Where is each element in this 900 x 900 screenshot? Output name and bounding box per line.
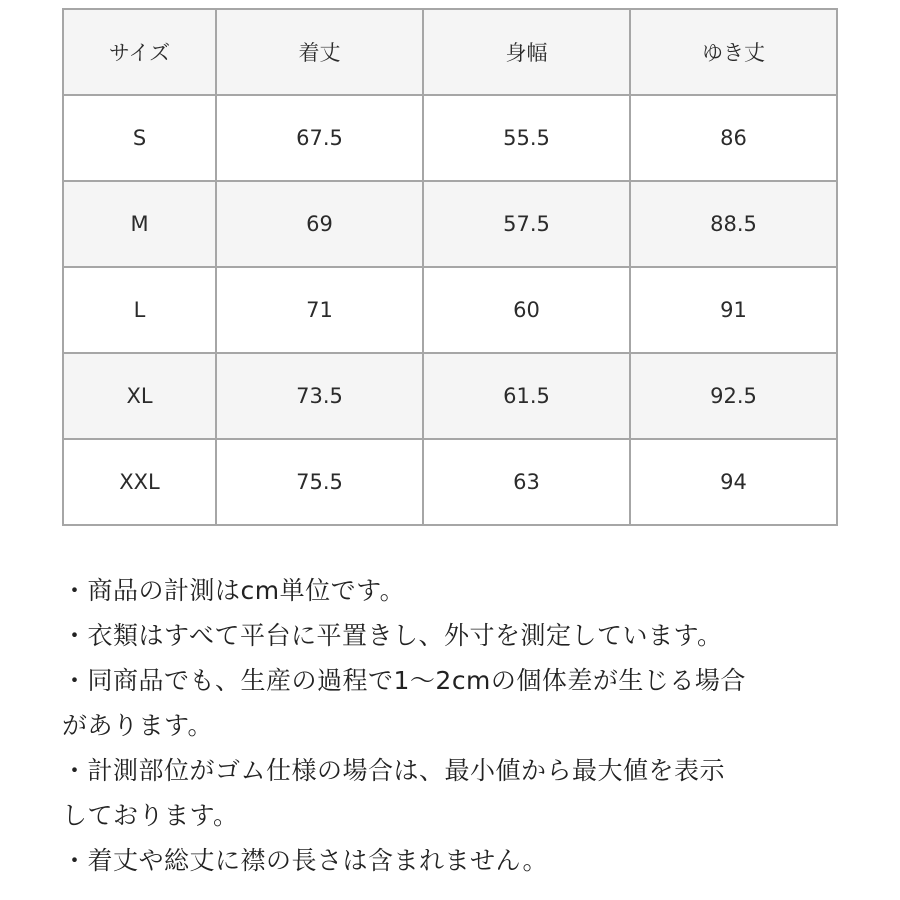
cell-size: L	[63, 267, 216, 353]
cell-size: XL	[63, 353, 216, 439]
cell-length: 75.5	[216, 439, 423, 525]
note-line: ・衣類はすべて平台に平置きし、外寸を測定しています。	[62, 621, 723, 650]
cell-length: 69	[216, 181, 423, 267]
cell-sleeve: 86	[630, 95, 837, 181]
size-chart-table	[62, 8, 838, 526]
cell-width: 63	[423, 439, 630, 525]
cell-width: 55.5	[423, 95, 630, 181]
table-row	[63, 353, 837, 439]
cell-width: 57.5	[423, 181, 630, 267]
cell-sleeve: 94	[630, 439, 837, 525]
table-row	[63, 181, 837, 267]
note-line: ・着丈や総丈に襟の長さは含まれません。	[62, 846, 549, 875]
cell-width: 61.5	[423, 353, 630, 439]
note-line: ・同商品でも、生産の過程で1〜2cmの個体差が生じる場合	[62, 666, 746, 695]
note-line: ・商品の計測はcm単位です。	[62, 576, 406, 605]
cell-size: XXL	[63, 439, 216, 525]
cell-length: 67.5	[216, 95, 423, 181]
header-width: 身幅	[423, 9, 630, 95]
header-size: サイズ	[63, 9, 216, 95]
cell-sleeve: 92.5	[630, 353, 837, 439]
cell-size: S	[63, 95, 216, 181]
table-row	[63, 95, 837, 181]
cell-sleeve: 91	[630, 267, 837, 353]
cell-length: 71	[216, 267, 423, 353]
cell-size: M	[63, 181, 216, 267]
header-sleeve: ゆき丈	[630, 9, 837, 95]
note-line: があります。	[62, 711, 214, 740]
table-header-row	[63, 9, 837, 95]
note-line: ・計測部位がゴム仕様の場合は、最小値から最大値を表示	[62, 756, 726, 785]
measurement-notes	[62, 568, 882, 883]
cell-width: 60	[423, 267, 630, 353]
header-length: 着丈	[216, 9, 423, 95]
note-line: しております。	[62, 801, 239, 830]
cell-sleeve: 88.5	[630, 181, 837, 267]
table-row	[63, 439, 837, 525]
cell-length: 73.5	[216, 353, 423, 439]
table-row	[63, 267, 837, 353]
